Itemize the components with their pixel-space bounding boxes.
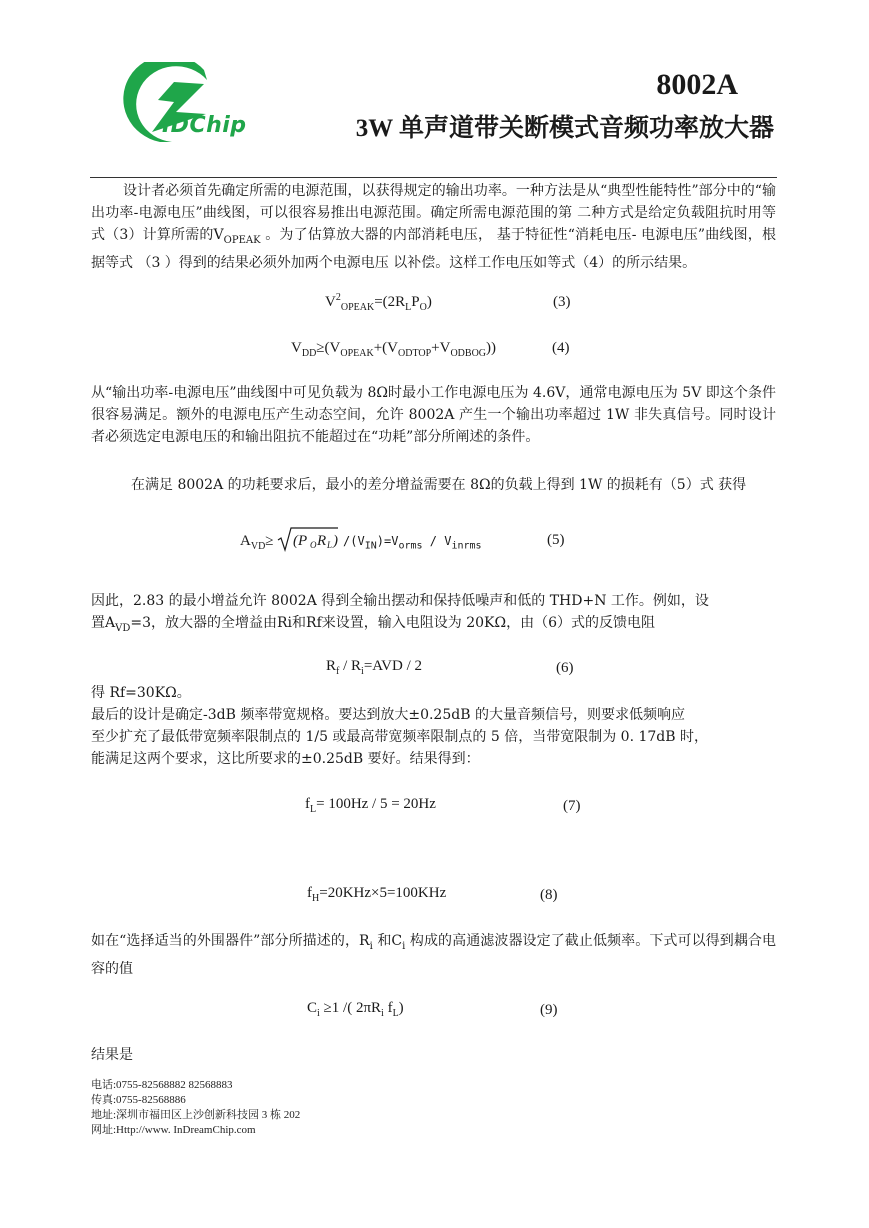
footer-fax: 传真:0755-82568886 bbox=[91, 1094, 186, 1106]
footer-address: 地址:深圳市福田区上沙创新科技园 3 栋 202 bbox=[91, 1109, 301, 1121]
svg-text:O: O bbox=[310, 540, 317, 550]
equation-3: $V^2_{OPEAK}=(2R_LP_O)$ bbox=[325, 292, 432, 313]
footer-website[interactable]: 网址:Http://www. InDreamChip.com bbox=[91, 1124, 256, 1136]
paragraph-gain-example: 因此，2.83 的最小增益允许 8002A 得到全输出摆动和保持低噪声和低的 THD+N 工作。例如，设 置$A_{VD}=3$，放大器的全增益由Ri和Rf来设置，输入电阻设为 20KΩ，由（6）式的反馈电阻 bbox=[91, 593, 709, 634]
contact-footer bbox=[91, 1078, 300, 1138]
page-title: 3W 单声道带关断模式音频功率放大器 bbox=[355, 115, 774, 142]
paragraph-intro: 设计者必须首先确定所需的电源范围，以获得规定的输出功率。一种方法是从“典型性能特性”部分中的“输出功率-电源电压”曲线图，可以很容易推出电源范围。确定所需电源范围的第 二种方式是给定负载阻抗时用等式（3）计算所需的$V_{OPEAK}$ 。为了估算放大器的内部消耗电压， 基于特征性“消耗电压- 电源电压”曲线图，根据等式 （3 ）得到的结果必须外加两个电源电压 以补偿。这样工作电压如等式（4）的所示结果。 bbox=[91, 183, 776, 271]
equation-6-number: (6) bbox=[556, 660, 574, 676]
paragraph-highpass: 如在“选择适当的外围器件”部分所描述的，$R_i$ 和$C_i$ 构成的高通滤波器设定了截止低频率。下式可以得到耦合电容的值 bbox=[91, 933, 777, 977]
company-logo bbox=[112, 62, 282, 154]
equation-3-number: (3) bbox=[553, 294, 571, 310]
header-divider bbox=[90, 177, 777, 178]
svg-text:(P: (P bbox=[293, 533, 308, 549]
equation-5: $A_{VD}\ge$ (P O R L ) $/(V_{IN})=V_{orms} / V_{inrms}$ bbox=[240, 526, 482, 557]
model-number: 8002A bbox=[656, 68, 738, 101]
paragraph-gain: 在满足 8002A 的功耗要求后，最小的差分增益需要在 8Ω的负载上得到 1W 的损耗有（5）式 获得 bbox=[131, 477, 747, 493]
svg-text:R: R bbox=[317, 533, 327, 549]
paragraph-supply: 从“输出功率-电源电压”曲线图中可见负载为 8Ω时最小工作电源电压为 4.6V，通常电源电压为 5V 即这个条件很容易满足。额外的电源电压产生动态空间，允许 8002A 产生一个输出功率超过 1W 非失真信号。同时设计者必须选定电源电压的和输出阻抗不能超过在“功耗”部分所阐述的条件。 bbox=[91, 385, 776, 445]
equation-9-number: (9) bbox=[540, 1002, 558, 1018]
equation-8-number: (8) bbox=[540, 887, 558, 903]
equation-4: $V_{DD}\ge(V_{OPEAK}+(V_{ODTOP}+V_{ODBOG}))$ bbox=[291, 340, 497, 359]
paragraph-result: 结果是 bbox=[91, 1047, 133, 1063]
equation-9: $C_i \ge 1$ /( $2\pi R_i$ $f_L$) bbox=[307, 1000, 404, 1019]
square-root-icon bbox=[277, 526, 339, 557]
equation-8: $f_H=20KHz\times 5=100KHz$ bbox=[307, 885, 447, 904]
logo-text: IDChip bbox=[162, 113, 247, 138]
equation-6: $R_f / R_i=AVD / 2$ bbox=[326, 658, 423, 677]
paragraph-bandwidth: 得 Rf=30KΩ。 最后的设计是确定-3dB 频率带宽规格。要达到放大±0.25dB 的大量音频信号，则要求低频响应 至少扩充了最低带宽频率限制点的 1/5 或最高带宽频率限制点的 5 倍，当带宽限制为 0. 17dB 时， 能满足这两个要求，这比所要求的±0.25dB 要好。结果得到： bbox=[91, 685, 709, 767]
svg-text:L: L bbox=[327, 540, 333, 550]
equation-4-number: (4) bbox=[552, 340, 570, 356]
footer-phone: 电话:0755-82568882 82568883 bbox=[91, 1079, 233, 1091]
equation-7: $f_L= 100Hz / 5 = 20Hz$ bbox=[305, 796, 436, 815]
svg-text:): ) bbox=[333, 533, 339, 549]
equation-7-number: (7) bbox=[563, 798, 581, 814]
logo-mark-icon bbox=[112, 62, 282, 154]
equation-5-number: (5) bbox=[547, 532, 565, 548]
